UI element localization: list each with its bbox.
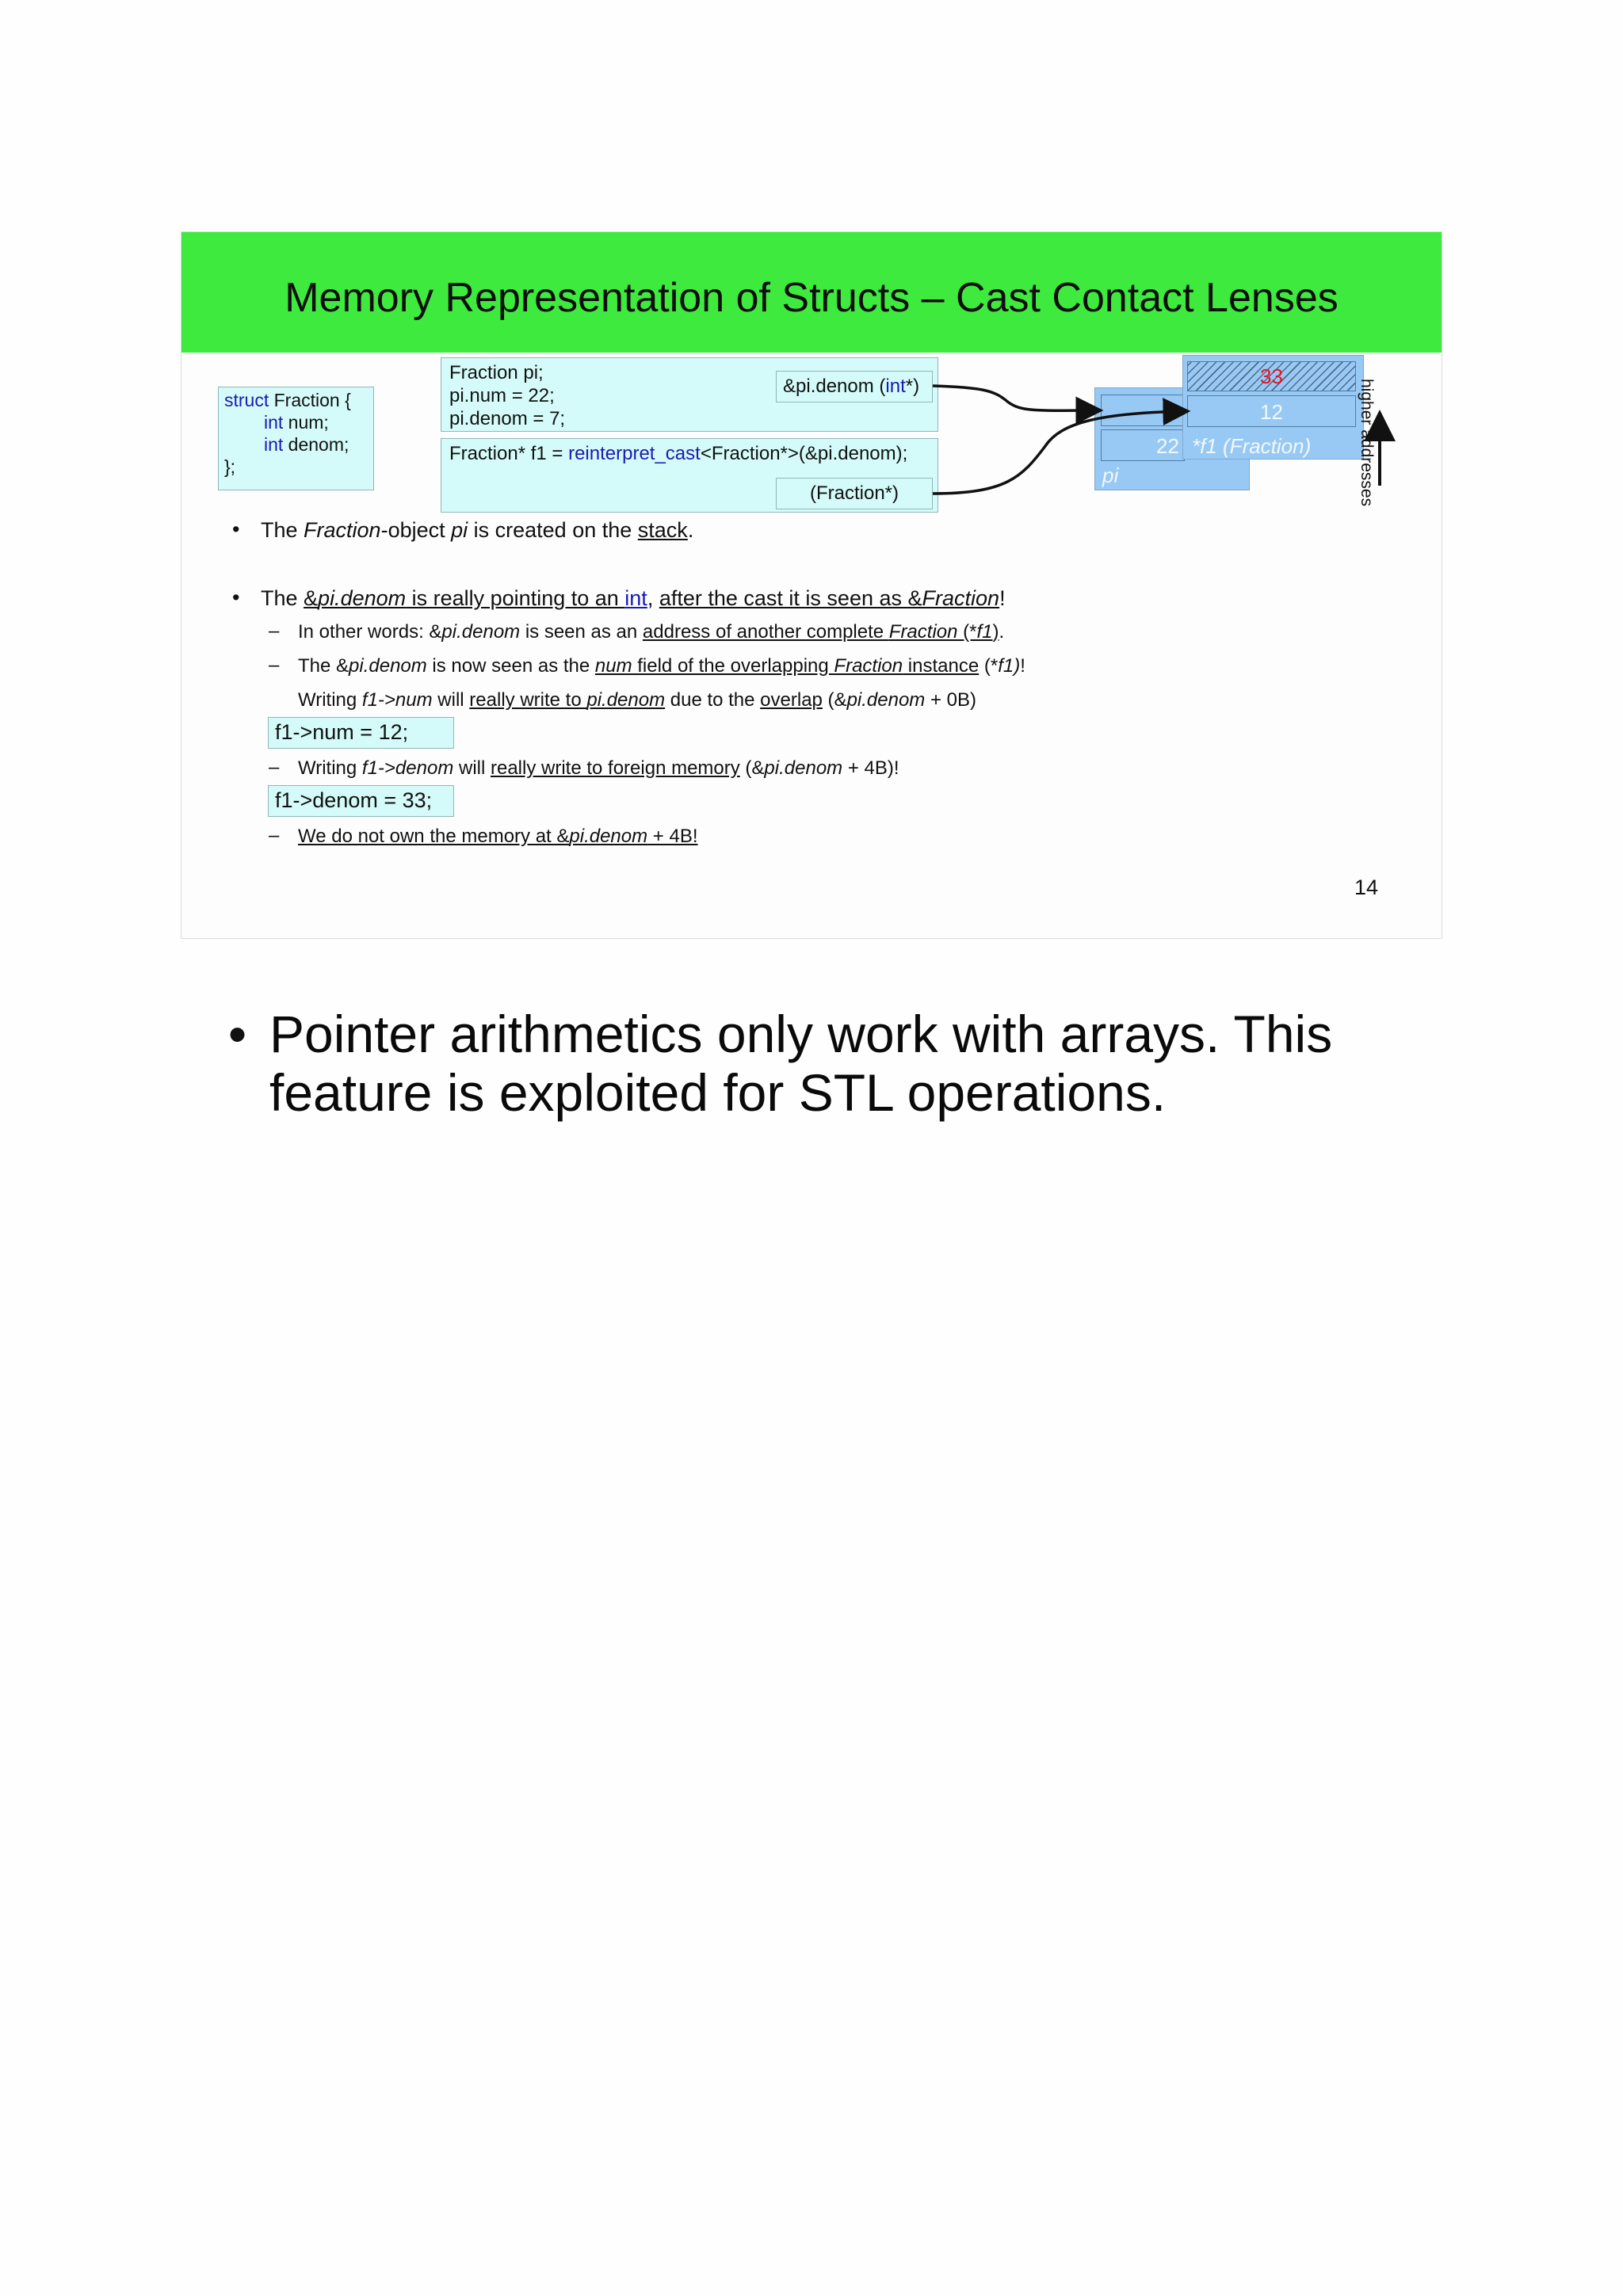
keyword-int: int [264,412,284,433]
note-bullet-glyph: • [228,1005,247,1063]
value-22: 22 [1156,434,1179,458]
slide [181,231,1442,939]
tag-fraction-pointer: (Fraction*) [776,478,933,509]
dash-glyph: – [269,654,280,676]
tag-int-pointer: &pi.denom (int*) [776,371,933,402]
struct-line4: }; [224,456,236,477]
memory-cell [1101,395,1185,426]
keyword-struct: struct [224,390,269,410]
code-f1-num: f1->num = 12; [268,717,454,749]
label-f1-fraction: *f1 (Fraction) [1192,434,1312,458]
label-pi: pi [1102,463,1119,487]
sub-bullet-not-own: We do not own the memory at &pi.denom + 4B! [298,826,698,847]
dash-glyph: – [269,620,280,642]
code-line: Fraction* f1 = reinterpret_cast<Fraction*>(&pi.denom); [449,443,908,464]
sub-bullet-writing-denom: Writing f1->denom will really write to foreign memory (&pi.denom + 4B)! [298,757,899,779]
code-line: pi.denom = 7; [449,408,566,429]
dash-glyph: – [269,825,280,846]
struct-line1: Fraction { [269,390,351,410]
keyword-reinterpret-cast: reinterpret_cast [568,443,701,464]
value-12: 12 [1187,395,1356,427]
code-f1-denom: f1->denom = 33; [268,785,454,817]
dash-glyph: – [269,757,280,778]
struct-line3: denom; [283,434,349,455]
page-number: 14 [1354,875,1379,899]
sub-bullet-num-field: The &pi.denom is now seen as the num field of the overlapping Fraction instance (*f1)! [298,655,1025,677]
bullet-glyph: • [232,585,240,609]
keyword-int: int [264,434,284,455]
struct-definition-box [218,387,374,490]
higher-addresses-label: higher addresses [1358,379,1376,507]
code-line: Fraction pi; [449,362,544,383]
code-line: pi.num = 22; [449,385,555,406]
bullet-glyph: • [232,517,240,541]
arrow-int-pointer [933,386,1101,410]
bullet-pointing: The &pi.denom is really pointing to an int, after the cast it is seen as &Fraction! [261,586,1006,610]
slide-title: Memory Representation of Structs – Cast Contact Lenses [285,275,1338,321]
sub-bullet-other-words: In other words: &pi.denom is seen as an address of another complete Fraction (*f1). [298,621,1005,643]
sub-bullet-writing-num: Writing f1->num will really write to pi.denom due to the overlap (&pi.denom + 0B) [298,689,976,711]
struct-line2: num; [283,412,329,433]
bullet-stack: The Fraction-object pi is created on the stack. [261,518,694,542]
note-text: Pointer arithmetics only work with arrays. This feature is exploited for STL operations. [269,1005,1333,1122]
value-33: 33 [1260,364,1283,388]
